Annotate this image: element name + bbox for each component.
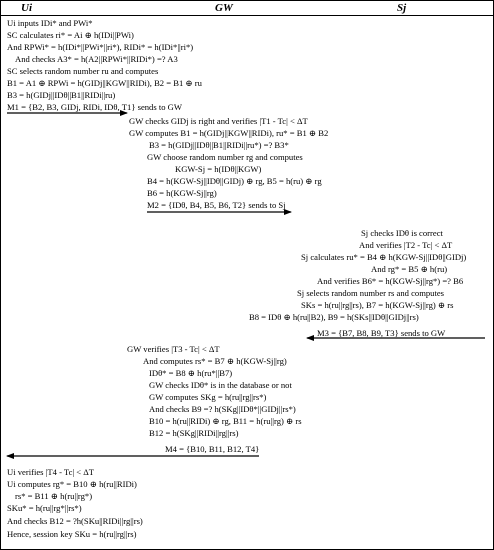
message-m2-label: M2 = {IDθ, B4, B5, B6, T2} sends to Sj bbox=[147, 200, 286, 210]
gw2-step-4: GW checks IDθ* is in the database or not bbox=[149, 380, 292, 390]
sensor-step-8: B8 = IDθ ⊕ h(ru||B2), B9 = h(SKs||IDθ||GIDj||rs) bbox=[249, 312, 419, 322]
gw2-step-2: And computes rs* = B7 ⊕ h(KGW-Sj||rg) bbox=[143, 356, 287, 366]
message-arrows bbox=[1, 1, 493, 549]
sensor-step-4: And rg* = B5 ⊕ h(ru) bbox=[371, 264, 448, 274]
user-final-step-6: Hence, session key SKu = h(ru||rg||rs) bbox=[7, 529, 137, 539]
gw-step-5: KGW-Sj = h(IDθ||KGW) bbox=[175, 164, 262, 174]
gw2-step-1: GW verifies |T3 - Tc| < ΔT bbox=[127, 344, 220, 354]
sensor-step-1: Sj checks IDθ is correct bbox=[361, 228, 443, 238]
gw-step-6: B4 = h(KGW-Sj||IDθ||GIDj) ⊕ rg, B5 = h(ru) ⊕ rg bbox=[147, 176, 322, 186]
user-step-1: Ui inputs IDi* and PWi* bbox=[7, 18, 93, 28]
header-sensor: Sj bbox=[397, 2, 407, 14]
gw2-step-3: IDθ* = B8 ⊕ h(ru*||B7) bbox=[149, 368, 233, 378]
sensor-step-7: SKs = h(ru||rg||rs), B7 = h(KGW-Sj||rg) ⊕ rs bbox=[301, 300, 454, 310]
user-final-step-4: SKu* = h(ru||rg*||rs*) bbox=[7, 503, 82, 513]
message-m4-label: M4 = {B10, B11, B12, T4} bbox=[165, 444, 260, 454]
user-step-7: B3 = h(GIDj||IDθ||B1||RIDi||ru) bbox=[7, 90, 116, 100]
user-step-5: SC selects random number ru and computes bbox=[7, 66, 159, 76]
gw2-step-7: B10 = h(ru||RIDi) ⊕ rg, B11 = h(ru||rg) ⊕ rs bbox=[149, 416, 302, 426]
sensor-step-5: And verifies B6* = h(KGW-Sj||rg*) =? B6 bbox=[317, 276, 464, 286]
gw-step-4: GW choose random number rg and computes bbox=[147, 152, 303, 162]
header-user: Ui bbox=[21, 2, 32, 14]
header-gateway: GW bbox=[215, 2, 233, 14]
sensor-step-2: And verifies |T2 - Tc| < ΔT bbox=[359, 240, 453, 250]
user-step-3: And RPWi* = h(IDi*||PWi*||ri*), RIDi* = h(IDi*||ri*) bbox=[7, 42, 194, 52]
user-final-step-5: And checks B12 = ?h(SKu||RIDi||rg||rs) bbox=[7, 516, 143, 526]
gw-step-2: GW computes B1 = h(GIDj||KGW||RIDi), ru* = B1 ⊕ B2 bbox=[129, 128, 329, 138]
user-step-2: SC calculates ri* = Ai ⊕ h(IDi||PWi) bbox=[7, 30, 134, 40]
user-step-4: And checks A3* = h(A2||RPWi*||RIDi*) =? A3 bbox=[15, 54, 178, 64]
gw-step-1: GW checks GIDj is right and verifies |T1 - Tc| < ΔT bbox=[129, 116, 308, 126]
user-final-step-2: Ui computes rg* = B10 ⊕ h(ru||RIDi) bbox=[7, 479, 137, 489]
user-final-step-3: rs* = B11 ⊕ h(ru||rg*) bbox=[15, 491, 93, 501]
gw2-step-8: B12 = h(SKg||RIDi||rg||rs) bbox=[149, 428, 239, 438]
sensor-step-3: Sj calculates ru* = B4 ⊕ h(KGW-Sj||IDθ||GIDj) bbox=[301, 252, 467, 262]
sensor-step-6: Sj selects random number rs and computes bbox=[297, 288, 445, 298]
gw-step-3: B3 = h(GIDj||IDθ||B1||RIDi||ru*) =? B3* bbox=[149, 140, 289, 150]
message-m1-label: M1 = {B2, B3, GIDj, RIDi, IDθ, T1} sends to GW bbox=[7, 102, 182, 112]
gw-step-7: B6 = h(KGW-Sj||rg) bbox=[147, 188, 217, 198]
user-step-6: B1 = A1 ⊕ RPWi = h(GIDj||KGW||RIDi), B2 = B1 ⊕ ru bbox=[7, 78, 202, 88]
gw2-step-5: GW computes SKg = h(ru||rg||rs*) bbox=[149, 392, 267, 402]
user-final-step-1: Ui verifies |T4 - Tc| < ΔT bbox=[7, 467, 95, 477]
gw2-step-6: And checks B9 =? h(SKg||IDθ*||GIDj||rs*) bbox=[149, 404, 296, 414]
message-m3-label: M3 = {B7, B8, B9, T3} sends to GW bbox=[317, 328, 446, 338]
